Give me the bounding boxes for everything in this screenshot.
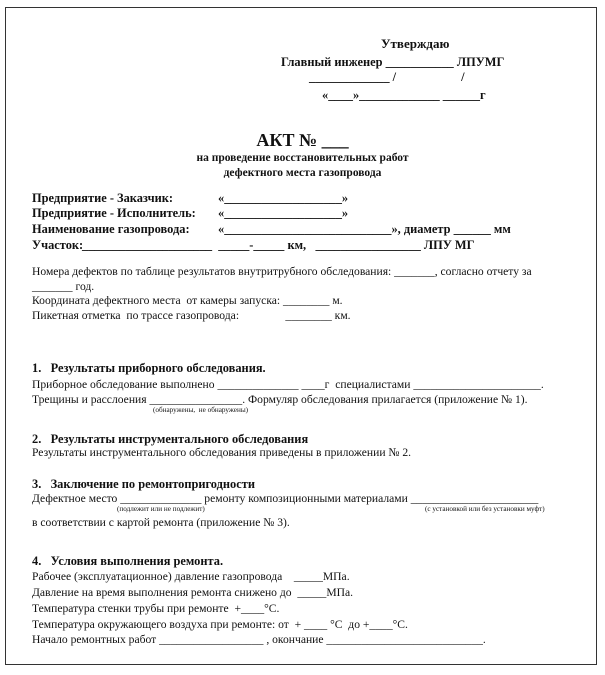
customer-field: «___________________»: [218, 191, 349, 205]
pipeline-label: Наименование газопровода:: [32, 222, 190, 236]
section-2-line-1: Результаты инструментального обследования приведены в приложении № 2.: [32, 446, 412, 459]
coordinate-line: Координата дефектного места от камеры запуска: ________ м.: [32, 294, 343, 307]
section-label: Участок:: [32, 238, 84, 252]
pipeline-field: «___________________________», диаметр ______ мм: [218, 222, 511, 236]
section-1-line-1: Приборное обследование выполнено ______________ ____г специалистами ______________________.: [32, 378, 544, 391]
section-1-note: (обнаружены, не обнаружены): [153, 406, 249, 414]
picket-line: Пикетная отметка по трассе газопровода: ________ км.: [32, 309, 351, 322]
approval-engineer: Главный инженер ___________ ЛПУМГ: [281, 55, 505, 69]
section-2-title: 2. Результаты инструментального обследования: [32, 432, 309, 446]
section-1-title: 1. Результаты приборного обследования.: [32, 361, 266, 375]
section-4-line-5: Начало ремонтных работ __________________ , окончание ___________________________.: [32, 633, 486, 646]
approval-signature: _____________ / /: [309, 70, 465, 84]
act-title: АКТ № ___: [256, 130, 349, 150]
section-field: _____________________ _____-_____ км, _________________ ЛПУ МГ: [82, 238, 475, 252]
approval-date: «____»_____________ ______г: [322, 88, 486, 102]
approval-title: Утверждаю: [381, 36, 450, 51]
section-4-line-4: Температура окружающего воздуха при ремонте: от + ____ °С до +____°С.: [32, 618, 408, 631]
section-4-line-2: Давление на время выполнения ремонта снижено до _____МПа.: [32, 586, 354, 599]
section-3-line-1: Дефектное место ______________ ремонту композиционными материалами ______________________: [32, 492, 539, 505]
act-subtitle-2: дефектного места газопровода: [223, 167, 382, 179]
section-4-line-1: Рабочее (эксплуатационное) давление газопровода _____МПа.: [32, 570, 350, 583]
section-4-title: 4. Условия выполнения ремонта.: [32, 554, 224, 568]
section-4-line-3: Температура стенки трубы при ремонте +____°С.: [32, 602, 280, 615]
act-subtitle-1: на проведение восстановительных работ: [196, 152, 409, 164]
contractor-label: Предприятие - Исполнитель:: [32, 206, 196, 220]
year-line: _______ год.: [32, 280, 95, 293]
defects-line: Номера дефектов по таблице результатов внутритрубного обследования: _______, согласно отчету за: [32, 265, 532, 278]
section-3-title: 3. Заключение по ремонтопригодности: [32, 477, 255, 491]
section-1-line-2: Трещины и расслоения ________________. Формуляр обследования прилагается (приложение № 1).: [32, 393, 528, 406]
section-3-line-2: в соответствии с картой ремонта (приложение № 3).: [32, 516, 290, 529]
contractor-field: «___________________»: [218, 206, 349, 220]
customer-label: Предприятие - Заказчик:: [32, 191, 174, 205]
section-3-note-1: (подлежит или не подлежит): [117, 505, 205, 513]
section-3-note-2: (с установкой или без установки муфт): [425, 505, 545, 513]
